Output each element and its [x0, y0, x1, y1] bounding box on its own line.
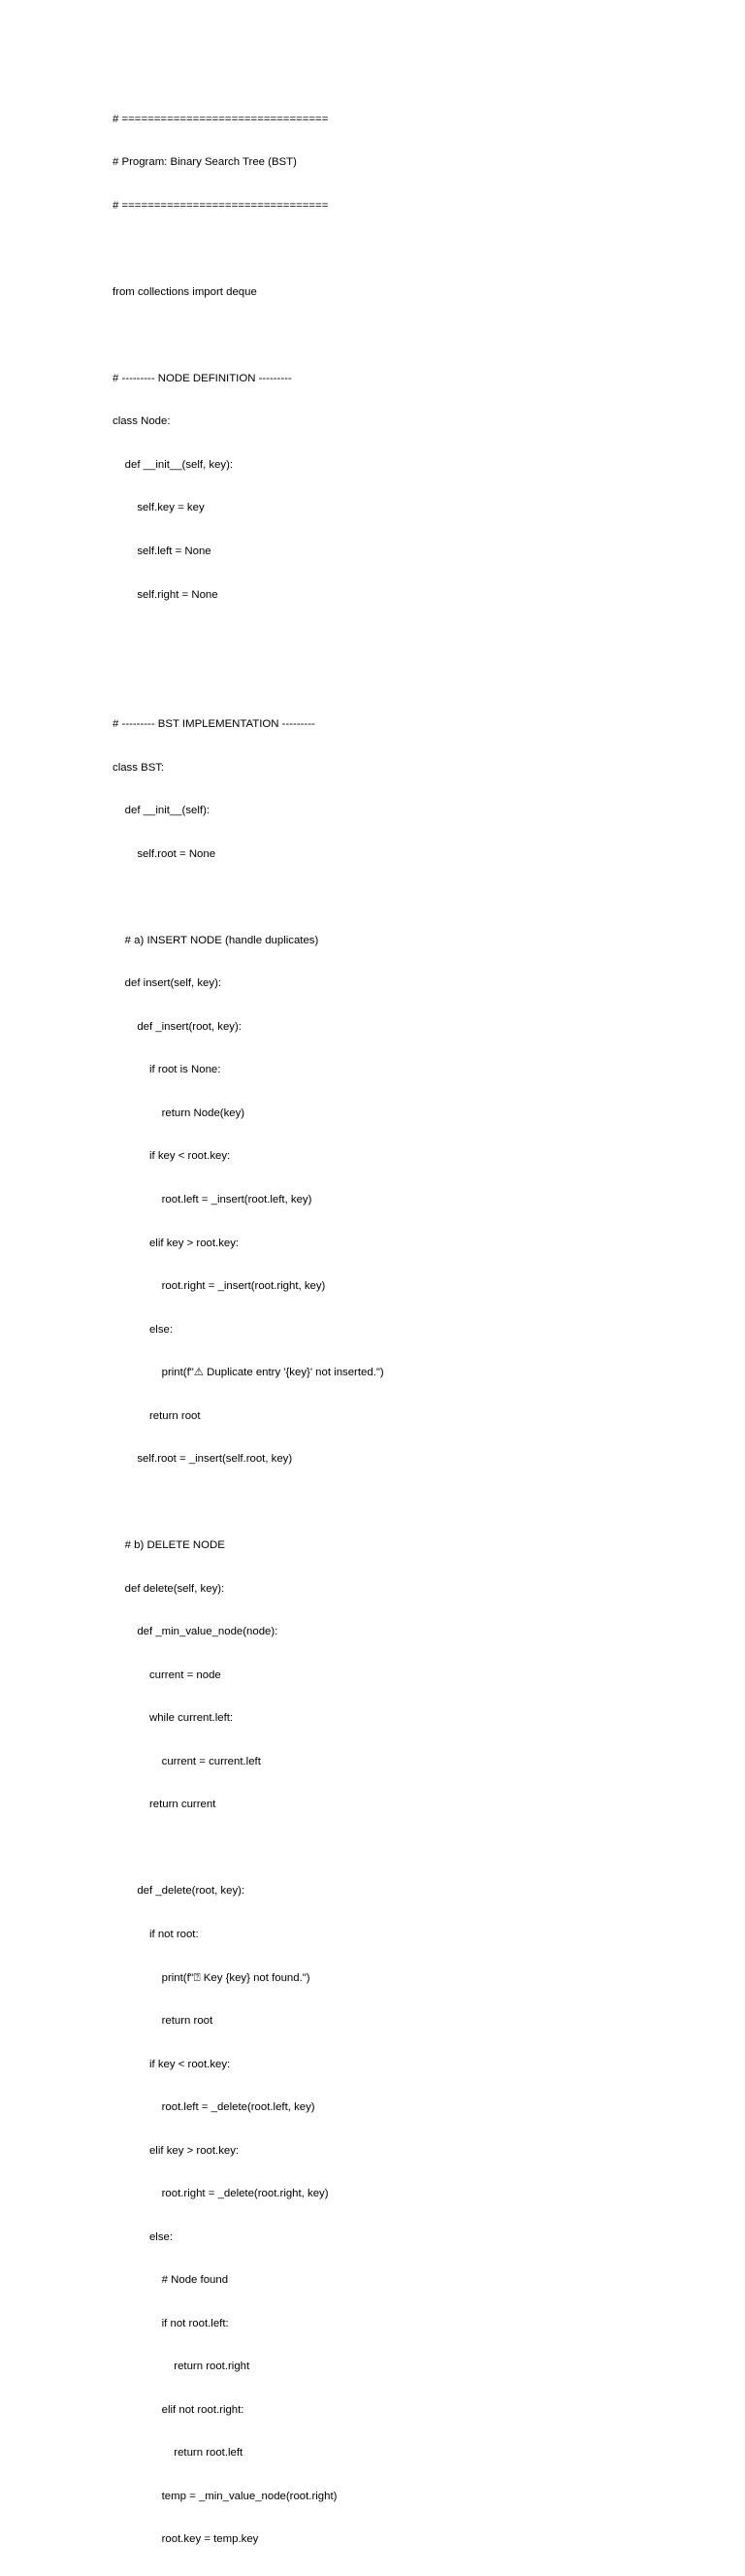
code-line: return Node(key) — [113, 1106, 245, 1119]
code-line: return root.right — [113, 2361, 250, 2373]
code-line: current = current.left — [113, 1755, 261, 1767]
code-line: temp = _min_value_node(root.right) — [113, 2490, 338, 2502]
code-line: if not root: — [113, 1929, 199, 1940]
code-line: def delete(self, key): — [113, 1582, 225, 1595]
code-line: def insert(self, key): — [113, 977, 222, 990]
code-line: # b) DELETE NODE — [113, 1539, 225, 1552]
code-line: current = node — [113, 1668, 221, 1681]
code-line: return current — [113, 1799, 216, 1811]
code-listing — [113, 83, 714, 2576]
code-line: while current.left: — [113, 1712, 234, 1725]
code-line — [113, 675, 714, 689]
code-line: if key < root.key: — [113, 2058, 231, 2070]
code-line: # ================================ — [113, 199, 329, 212]
code-line: def __init__(self, key): — [113, 458, 234, 471]
code-line: elif key > root.key: — [113, 1237, 240, 1249]
code-line: self.root = None — [113, 847, 216, 860]
code-line: from collections import deque — [113, 285, 257, 298]
code-line: # ================================ — [113, 113, 329, 125]
code-line: if root is None: — [113, 1064, 221, 1076]
code-line: # a) INSERT NODE (handle duplicates) — [113, 934, 319, 946]
code-line: print(f"⚠ Duplicate entry '{key}' not inserted.") — [113, 1367, 384, 1379]
code-line: # Program: Binary Search Tree (BST) — [113, 156, 297, 169]
code-line: self.left = None — [113, 545, 211, 557]
code-line: if not root.left: — [113, 2317, 229, 2329]
code-line — [113, 1496, 714, 1510]
code-line: elif not root.right: — [113, 2403, 244, 2416]
code-line: elif key > root.key: — [113, 2144, 240, 2157]
code-line — [113, 890, 714, 905]
code-line: # --------- BST IMPLEMENTATION --------- — [113, 718, 315, 731]
code-line: print(f"⍰ Key {key} not found.") — [113, 1971, 310, 1984]
code-line: return root — [113, 2015, 213, 2028]
code-line: # --------- NODE DEFINITION --------- — [113, 372, 292, 384]
code-line: def _min_value_node(node): — [113, 1626, 278, 1638]
code-line: else: — [113, 2230, 174, 2243]
code-line: return root.left — [113, 2447, 243, 2460]
code-line: class BST: — [113, 761, 165, 774]
code-line: if key < root.key: — [113, 1150, 231, 1163]
code-line: def _insert(root, key): — [113, 1020, 242, 1033]
code-line: root.left = _insert(root.left, key) — [113, 1193, 312, 1205]
code-line: self.root = _insert(self.root, key) — [113, 1453, 293, 1466]
code-line: def _delete(root, key): — [113, 1885, 245, 1898]
code-line — [113, 328, 714, 343]
code-line: else: — [113, 1323, 174, 1336]
code-line: root.right = _delete(root.right, key) — [113, 2188, 329, 2200]
code-line — [113, 242, 714, 256]
code-line: root.right = _insert(root.right, key) — [113, 1280, 326, 1293]
code-line: # Node found — [113, 2274, 229, 2287]
code-line — [113, 1841, 714, 1856]
code-line — [113, 631, 714, 645]
code-line: def __init__(self): — [113, 805, 211, 817]
code-line: return root — [113, 1409, 201, 1422]
code-line: root.key = temp.key — [113, 2533, 259, 2546]
code-line: self.right = None — [113, 588, 218, 601]
code-line: root.left = _delete(root.left, key) — [113, 2101, 315, 2114]
code-line: self.key = key — [113, 502, 205, 514]
code-line: class Node: — [113, 415, 171, 428]
